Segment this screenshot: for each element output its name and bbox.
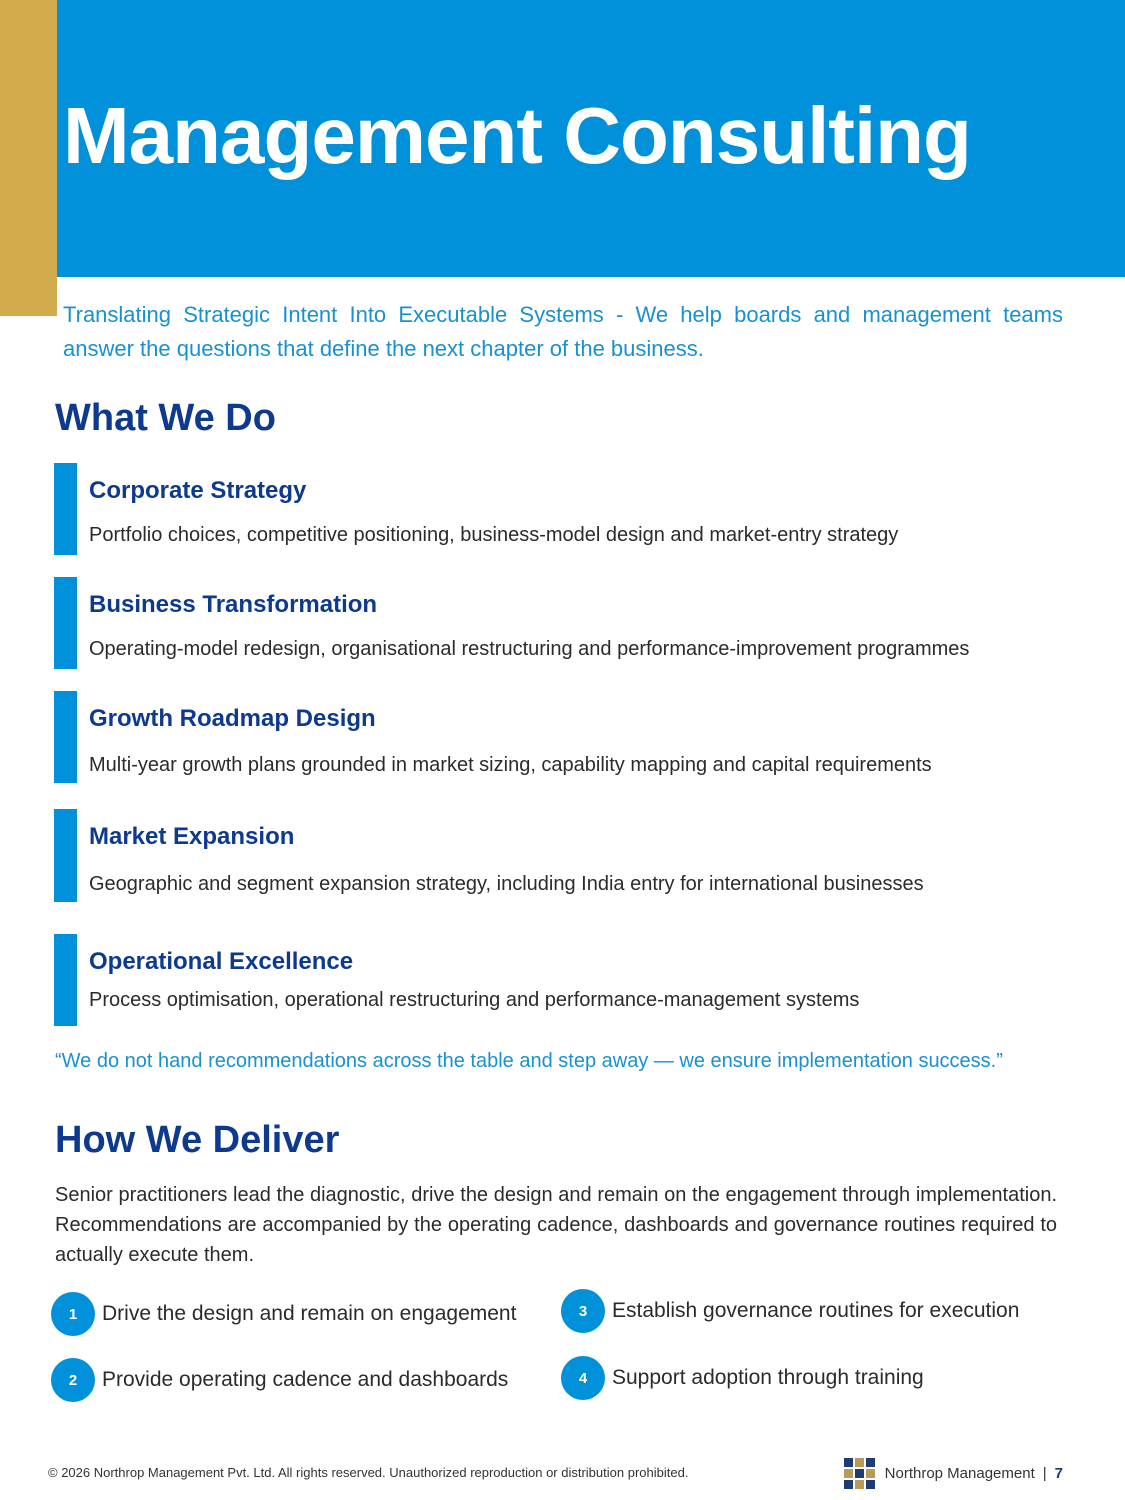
step-label: Drive the design and remain on engagement — [102, 1302, 517, 1325]
service-description: Geographic and segment expansion strategy, including India entry for international businesses — [89, 873, 924, 895]
step-number-badge: 1 — [51, 1292, 95, 1336]
footer-brand — [844, 1458, 1063, 1489]
service-accent-bar — [54, 809, 77, 902]
service-title: Growth Roadmap Design — [89, 705, 376, 732]
service-item-business-transformation — [54, 577, 1064, 669]
brand-grid-logo-icon — [844, 1458, 875, 1489]
service-item-growth-roadmap-design — [54, 691, 1064, 783]
service-accent-bar — [54, 691, 77, 783]
page-title: Management Consulting — [63, 91, 971, 180]
service-title: Corporate Strategy — [89, 477, 307, 504]
step-label: Establish governance routines for execution — [612, 1299, 1020, 1322]
service-item-operational-excellence — [54, 934, 1064, 1026]
step-item-2 — [51, 1358, 508, 1402]
service-description: Portfolio choices, competitive positioning, business-model design and market-entry strategy — [89, 524, 899, 546]
footer-brand-name: Northrop Management — [884, 1465, 1035, 1482]
how-we-deliver-heading: How We Deliver — [55, 1119, 340, 1161]
footer-separator: | — [1042, 1465, 1047, 1482]
how-we-deliver-body: Senior practitioners lead the diagnostic, drive the design and remain on the engagement through implementation. Recommendations are accompanied by the operating cadence, dashboards and governance routines required to actually execute them. — [55, 1184, 1057, 1266]
step-item-1 — [51, 1292, 516, 1336]
service-item-corporate-strategy — [54, 463, 1064, 555]
service-title: Operational Excellence — [89, 948, 354, 975]
service-description: Process optimisation, operational restructuring and performance-management systems — [89, 989, 860, 1011]
service-title: Business Transformation — [89, 591, 378, 618]
step-number-badge: 2 — [51, 1358, 95, 1402]
step-item-3 — [561, 1289, 1019, 1333]
service-accent-bar — [54, 577, 77, 669]
service-item-market-expansion — [54, 809, 1064, 902]
gold-accent-bar — [0, 0, 57, 316]
step-item-4 — [561, 1356, 924, 1400]
service-accent-bar — [54, 463, 77, 555]
pull-quote: “We do not hand recommendations across the table and step away — we ensure implementation success.” — [55, 1050, 1003, 1072]
what-we-do-heading: What We Do — [55, 397, 276, 439]
step-label: Support adoption through training — [612, 1366, 924, 1389]
service-description: Operating-model redesign, organisational restructuring and performance-improvement programmes — [89, 638, 970, 660]
page-number: 7 — [1054, 1465, 1063, 1482]
service-accent-bar — [54, 934, 77, 1026]
hero-banner — [57, 0, 1125, 277]
footer-copyright: © 2026 Northrop Management Pvt. Ltd. All rights reserved. Unauthorized reproduction or distribution prohibited. — [48, 1465, 689, 1480]
intro-text: Translating Strategic Intent Into Executable Systems - We help boards and management teams answer the questions that define the next chapter of the business. — [63, 302, 1063, 361]
service-title: Market Expansion — [89, 823, 295, 850]
step-label: Provide operating cadence and dashboards — [102, 1368, 509, 1391]
step-number-badge: 3 — [561, 1289, 605, 1333]
service-description: Multi-year growth plans grounded in market sizing, capability mapping and capital requirements — [89, 754, 932, 776]
step-number-badge: 4 — [561, 1356, 605, 1400]
